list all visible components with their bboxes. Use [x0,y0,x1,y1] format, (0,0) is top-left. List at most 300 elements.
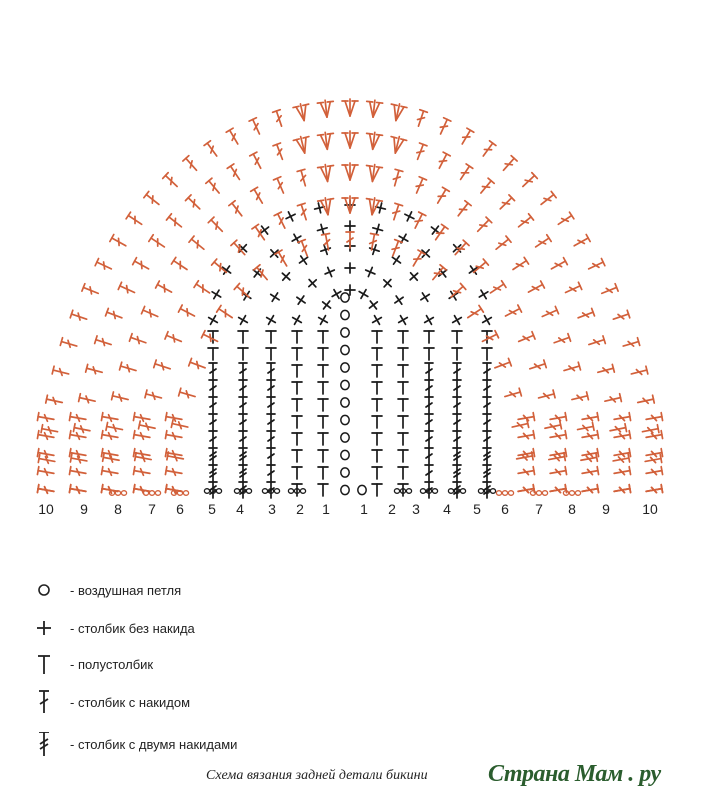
stitch-right [452,348,462,360]
row-label-left: 5 [208,501,216,517]
double-crochet-stitch [517,467,534,478]
double-crochet-stitch [410,250,425,268]
double-crochet-stitch [391,169,403,187]
double-crochet-stitch [163,173,180,190]
double-crochet-stitch [597,364,615,376]
double-crochet-stitch [133,258,151,273]
stitch-left [239,465,247,481]
double-crochet-stitch [504,388,522,400]
legend-item-half-double [30,652,153,676]
legend-label-half-double: - полустолбик [70,656,154,672]
double-crochet-stitch [229,201,245,219]
double-crochet-icon [30,690,62,714]
double-crochet-stitch [541,306,559,320]
stitch-left [318,433,328,445]
row-label-right: 5 [473,501,481,517]
stitch-right [424,348,434,360]
double-crochet-stitch [539,191,557,207]
double-crochet-stitch [171,420,188,431]
stitch-right [398,399,408,411]
double-crochet-stitch [581,467,598,478]
double-crochet-stitch [37,431,54,442]
double-crochet-stitch [389,240,402,258]
double-crochet-stitch [189,358,207,371]
double-crochet-stitch [101,431,118,442]
double-crochet-stitch [317,163,335,182]
double-crochet-stitch [466,305,484,320]
stitch-right [372,382,382,394]
row-label-right: 8 [568,501,576,517]
chain-stitch [341,345,349,354]
stitch-left [318,416,328,428]
stitch-left [318,467,328,479]
double-crochet-stitch [37,413,54,424]
double-crochet-stitch [609,424,626,435]
single-crochet-stitch [279,269,293,283]
row-label-right: 4 [443,501,451,517]
double-crochet-stitch [249,118,263,136]
stitch-left [209,380,217,396]
row-label-left: 1 [322,501,330,517]
double-crochet-stitch [250,152,264,170]
stitch-left [239,431,247,447]
double-crochet-stitch [118,282,136,296]
double-crochet-stitch [41,425,58,436]
double-crochet-stitch [414,143,427,161]
stitch-left [292,365,302,377]
chain-stitch [341,310,349,319]
stitch-left [267,414,275,430]
double-crochet-stitch [511,257,529,272]
double-crochet-stitch [549,467,566,478]
double-crochet-stitch [317,99,335,118]
stitch-left [209,448,217,464]
single-crochet-stitch [357,287,371,301]
double-crochet-stitch [37,485,54,496]
double-crochet-stitch [86,364,104,376]
double-crochet-stitch [251,187,266,205]
single-crochet-stitch [477,288,491,302]
double-crochet-stitch [549,258,567,273]
base-chain [490,489,495,494]
double-crochet-stitch [273,110,286,128]
single-crochet-stitch [210,288,224,302]
single-crochet-icon [30,616,62,640]
double-crochet-stitch [556,212,574,227]
base-chain [274,489,279,494]
double-crochet-stitch [171,257,189,272]
double-crochet-stitch [208,217,225,234]
stitch-left [267,431,275,447]
double-crochet-stitch [129,334,147,347]
single-crochet-stitch [364,265,377,278]
single-crochet-stitch [290,232,304,246]
stitch-left [209,465,217,481]
double-crochet-stitch [133,431,150,442]
stitch-right [483,380,491,396]
double-crochet-stitch [120,362,138,374]
legend-item-chain [30,578,181,602]
base-chain [508,491,513,496]
stitch-right [372,416,382,428]
double-crochet-stitch [642,425,659,436]
double-crochet-stitch [475,217,492,234]
single-crochet-stitch [268,290,282,304]
legend-label-single-crochet: - столбик без накида [70,620,195,636]
base-chain [216,489,221,494]
double-crochet-stitch [604,394,621,405]
single-crochet-stitch [368,243,381,256]
row-label-left: 7 [148,501,156,517]
stitch-right [453,414,461,430]
double-crochet-stitch [293,135,313,155]
chain-stitch [341,328,349,337]
double-crochet-stitch [106,308,124,321]
double-crochet-stitch [613,467,630,478]
double-crochet-stitch [101,413,118,424]
legend-item-double-crochet [30,690,190,714]
double-crochet-stitch [494,236,511,252]
double-crochet-stitch [206,178,222,195]
base-chain [542,491,547,496]
double-crochet-stitch [533,235,551,250]
legend-label-double-crochet: - столбик с накидом [70,694,191,710]
double-crochet-stitch [529,360,547,373]
stitch-right [372,365,382,377]
double-crochet-stitch [274,212,288,230]
chain-stitch [341,363,349,372]
stitch-left [208,348,218,360]
stitch-right [372,331,382,343]
row-label-right: 2 [388,501,396,517]
stitch-right [453,448,461,464]
double-crochet-stitch [133,467,150,478]
double-crochet-stitch [436,152,450,170]
double-crochet-stitch [37,467,54,478]
base-chain [569,491,574,496]
single-crochet-stitch [294,293,308,307]
stitch-left [318,365,328,377]
single-crochet-stitch [345,263,355,273]
chain-stitch [341,398,349,407]
chain-stitch [341,293,349,302]
double-crochet-stitch [434,187,449,205]
double-crochet-stitch [544,421,561,432]
stitch-left [266,331,276,343]
double-crochet-stitch [178,305,196,319]
stitch-right [425,448,433,464]
row-label-right: 6 [501,501,509,517]
stitch-right [398,433,408,445]
double-crochet-stitch [437,118,451,136]
stitch-left [239,448,247,464]
double-crochet-stitch [504,305,522,319]
double-crochet-stitch [204,141,220,159]
diagram-caption: Схема вязания задней детали бикини [206,768,428,783]
base-chain [460,489,465,494]
double-crochet-stitch [517,485,534,496]
chain-stitch [341,415,349,424]
stitch-left [292,399,302,411]
double-crochet-stitch [622,338,640,350]
row-label-right: 1 [360,501,368,517]
double-crochet-stitch [432,224,448,242]
single-crochet-stitch [403,210,416,223]
stitch-right [372,450,382,462]
stitch-left [239,397,247,413]
single-crochet-stitch [323,265,336,278]
stitch-right [372,467,382,479]
legend-label-treble-crochet: - столбик с двумя накидами [70,736,238,752]
legend-item-treble-crochet [30,732,237,756]
row-label-right: 7 [535,501,543,517]
double-crochet-stitch [497,195,514,212]
double-crochet-stitch [645,467,662,478]
double-crochet-stitch [252,224,268,242]
stitch-left [209,363,217,379]
stitch-left [267,380,275,396]
double-crochet-stitch [46,395,63,406]
chain-stitch [341,468,349,477]
base-chain [149,491,154,496]
treble-crochet-icon [30,732,62,756]
legend-item-single-crochet [30,616,195,640]
single-crochet-stitch [418,290,432,304]
double-crochet-stitch [69,485,86,496]
stitch-right [372,348,382,360]
double-crochet-stitch [516,214,533,230]
double-crochet-stitch [571,392,588,403]
stitch-left [239,414,247,430]
double-crochet-stitch [637,395,654,406]
base-chain [204,489,209,494]
stitch-right [372,433,382,445]
row-label-left: 8 [114,501,122,517]
double-crochet-stitch [149,235,167,250]
row-label-left: 4 [236,501,244,517]
single-crochet-stitch [422,313,436,327]
double-crochet-stitch [82,284,100,297]
single-crochet-stitch [320,298,334,312]
double-crochet-stitch [227,164,243,182]
double-crochet-stitch [500,156,517,173]
single-crochet-stitch [389,253,403,267]
stitch-left [209,431,217,447]
double-crochet-stitch [293,102,312,122]
stitch-right [483,397,491,413]
single-crochet-stitch [392,293,406,307]
double-crochet-stitch [630,366,647,378]
double-crochet-stitch [144,191,162,207]
double-crochet-stitch [480,141,496,159]
double-crochet-stitch [365,131,383,150]
double-crochet-stitch [563,362,581,374]
single-crochet-stitch [450,313,464,327]
single-crochet-stitch [466,263,480,277]
double-crochet-stitch [217,305,235,320]
double-crochet-stitch [459,128,474,146]
single-crochet-stitch [236,313,250,327]
double-crochet-stitch [154,360,172,373]
chain-stitch [341,433,349,442]
double-crochet-stitch [201,331,219,345]
double-crochet-stitch [577,422,594,433]
double-crochet-stitch [365,99,383,118]
stitch-right [398,382,408,394]
double-crochet-stitch [364,163,382,182]
base-chain [478,489,483,494]
double-crochet-stitch [577,308,595,321]
row-label-left: 2 [296,501,304,517]
double-crochet-stitch [613,431,630,442]
double-crochet-stitch [388,135,408,155]
double-crochet-stitch [588,336,606,348]
chain-stitch [341,485,349,494]
base-chain [288,489,293,494]
stitch-right [453,363,461,379]
stitch-right [424,331,434,343]
chain-stitch-icon [30,578,62,602]
stitch-right [453,397,461,413]
single-crochet-stitch [220,263,234,277]
single-crochet-stitch [297,253,311,267]
double-crochet-stitch [145,390,162,402]
double-crochet-stitch [69,413,86,424]
double-crochet-stitch [101,467,118,478]
single-crochet-stitch [264,313,278,327]
row-label-right: 9 [602,501,610,517]
double-crochet-stitch [298,240,311,258]
double-crochet-stitch [166,214,183,230]
stitch-right [398,331,408,343]
double-crochet-stitch [273,143,286,161]
single-crochet-stitch [316,313,330,327]
double-crochet-stitch [165,431,182,442]
base-chain [432,489,437,494]
double-crochet-stitch [156,281,174,296]
stitch-right [398,450,408,462]
double-crochet-stitch [165,485,182,496]
stitch-left [267,363,275,379]
stitch-left [267,397,275,413]
chain-stitch [341,450,349,459]
stitch-left [267,448,275,464]
row-label-left: 6 [176,501,184,517]
stitch-left [209,414,217,430]
double-crochet-stitch [645,485,662,496]
stitch-left [318,348,328,360]
double-crochet-stitch [613,413,630,424]
single-crochet-stitch [284,210,297,223]
double-crochet-stitch [179,388,197,400]
stitch-right [425,431,433,447]
stitch-right [453,431,461,447]
double-crochet-stitch [79,394,96,405]
double-crochet-stitch [645,455,662,466]
double-crochet-stitch [413,177,427,195]
double-crochet-stitch [133,413,150,424]
half-double-crochet-icon [30,652,62,676]
double-crochet-stitch [600,284,618,297]
stitch-left [209,397,217,413]
single-crochet-stitch [407,269,421,283]
double-crochet-stitch [645,431,662,442]
single-crochet-stitch [290,313,304,327]
double-crochet-stitch [517,431,534,442]
base-chain [394,489,399,494]
single-crochet-stitch [380,276,394,290]
double-crochet-stitch [70,310,88,323]
stitch-left [292,382,302,394]
base-chain [183,491,188,496]
base-chain [246,489,251,494]
double-crochet-stitch [231,240,248,257]
double-crochet-stitch [165,332,183,345]
double-crochet-stitch [581,485,598,496]
row-label-left: 10 [38,501,54,517]
base-chain [420,489,425,494]
double-crochet-stitch [549,413,566,424]
row-label-right: 10 [642,501,658,517]
stitch-left [292,450,302,462]
double-crochet-stitch [60,338,78,350]
double-crochet-stitch [273,177,287,195]
single-crochet-stitch [366,298,380,312]
stitch-left [318,331,328,343]
row-label-left: 9 [80,501,88,517]
stitch-left [238,331,248,343]
stitch-right [425,465,433,481]
legend-label-chain: - воздушная петля [70,582,182,598]
double-crochet-stitch [194,281,212,296]
double-crochet-stitch [126,212,144,227]
base-chain [448,489,453,494]
stitch-left [239,380,247,396]
double-crochet-stitch [415,110,428,128]
base-chain [575,491,580,496]
double-crochet-stitch [613,485,630,496]
stitch-right [372,399,382,411]
single-crochet-stitch [305,276,319,290]
double-crochet-stitch [517,413,534,424]
row-label-left: 3 [268,501,276,517]
stitch-left [238,348,248,360]
base-chain [155,491,160,496]
double-crochet-stitch [478,178,494,195]
stitch-left [266,348,276,360]
stitch-right [398,348,408,360]
stitch-right [483,465,491,481]
stitch-left [292,348,302,360]
stitch-left [267,465,275,481]
single-crochet-stitch [397,232,411,246]
stitch-left [292,433,302,445]
double-crochet-stitch [457,164,473,182]
stitch-left [292,467,302,479]
stitch-left [292,331,302,343]
row-label-right: 3 [412,501,420,517]
double-crochet-stitch [538,390,555,402]
double-crochet-stitch [549,431,566,442]
base-chain [121,491,126,496]
double-crochet-stitch [572,235,590,250]
double-crochet-stitch [527,281,545,296]
double-crochet-stitch [520,173,537,190]
double-crochet-stitch [297,203,310,221]
double-crochet-stitch [388,102,407,122]
single-crochet-stitch [206,313,220,327]
stitch-left [318,382,328,394]
